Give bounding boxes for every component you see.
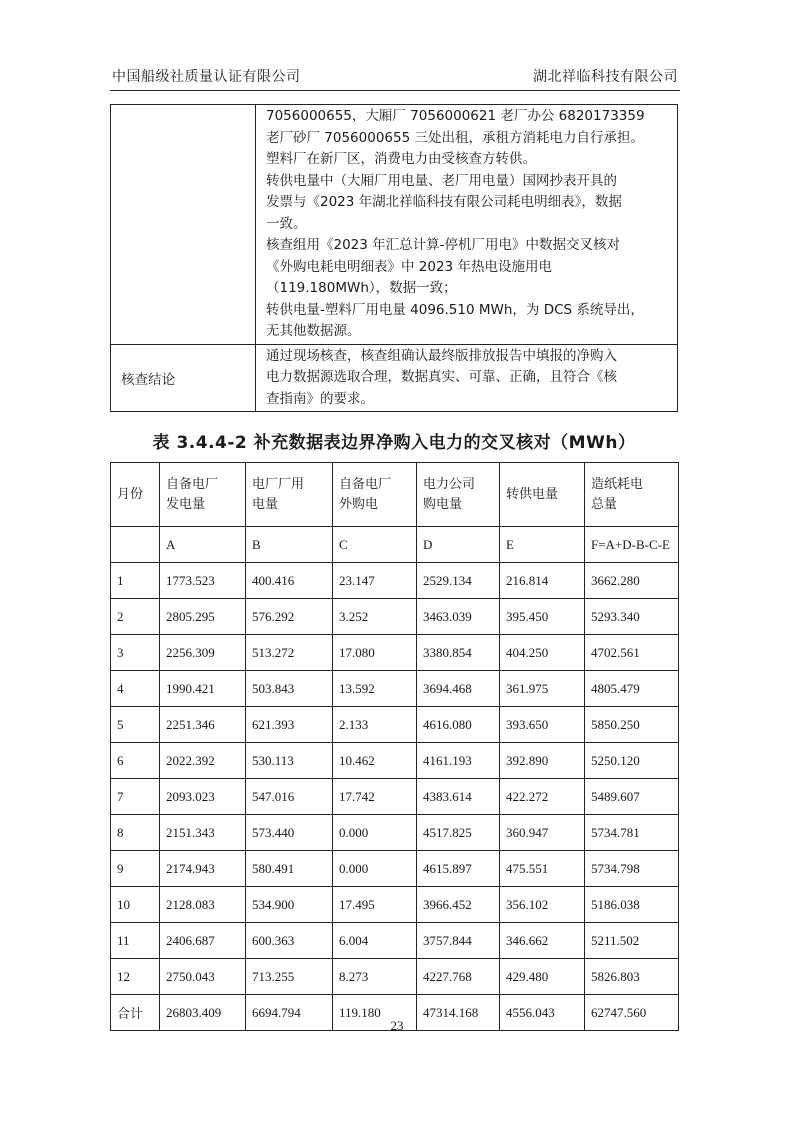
- value-cell: 547.016: [246, 779, 333, 815]
- value-cell: 3380.854: [417, 635, 500, 671]
- text-line: （119.180MWh），数据一致；: [266, 280, 457, 296]
- table-row: [111, 707, 679, 743]
- value-cell: 26803.409: [160, 995, 246, 1031]
- value-cell: 5826.803: [585, 959, 679, 995]
- value-cell: 2128.083: [160, 887, 246, 923]
- table-row: [111, 671, 679, 707]
- value-cell: 395.450: [500, 599, 585, 635]
- value-cell: 356.102: [500, 887, 585, 923]
- value-cell: 530.113: [246, 743, 333, 779]
- value-cell: 5211.502: [585, 923, 679, 959]
- value-cell: 1990.421: [160, 671, 246, 707]
- verification-empty-label: [111, 105, 256, 345]
- value-cell: 4161.193: [417, 743, 500, 779]
- value-cell: 2151.343: [160, 815, 246, 851]
- value-cell: 10.462: [333, 743, 417, 779]
- table-caption: 表 3.4.4-2 补充数据表边界净购入电力的交叉核对（MWh）: [152, 433, 636, 453]
- value-cell: 5734.798: [585, 851, 679, 887]
- month-cell: 11: [111, 923, 160, 959]
- conclusion-content: [256, 344, 678, 412]
- text-line: 核查组用《2023 年汇总计算-停机厂用电》中数据交叉核对: [266, 237, 621, 253]
- text-line: 无其他数据源。: [266, 323, 361, 339]
- column-code: C: [333, 527, 417, 563]
- month-cell: 1: [111, 563, 160, 599]
- value-cell: 17.495: [333, 887, 417, 923]
- value-cell: 2022.392: [160, 743, 246, 779]
- table-code-row: [111, 527, 679, 563]
- value-cell: 3662.280: [585, 563, 679, 599]
- month-cell: 4: [111, 671, 160, 707]
- column-header: [417, 463, 500, 527]
- column-header-line: 外购电: [339, 496, 379, 512]
- verification-continued-content: [256, 105, 678, 345]
- value-cell: 17.742: [333, 779, 417, 815]
- value-cell: 3694.468: [417, 671, 500, 707]
- page-header: [110, 66, 680, 91]
- value-cell: 2174.943: [160, 851, 246, 887]
- value-cell: 2750.043: [160, 959, 246, 995]
- column-header-line: 电力公司: [423, 476, 476, 492]
- month-cell: 9: [111, 851, 160, 887]
- value-cell: 2256.309: [160, 635, 246, 671]
- month-cell: 12: [111, 959, 160, 995]
- header-company-right: 湖北祥临科技有限公司: [533, 69, 678, 85]
- text-line: 查指南》的要求。: [266, 390, 374, 407]
- month-cell: 5: [111, 707, 160, 743]
- column-header: [333, 463, 417, 527]
- table-row: [111, 743, 679, 779]
- text-line: 发票与《2023 年湖北祥临科技有限公司耗电明细表》，数据: [266, 194, 622, 210]
- value-cell: 4702.561: [585, 635, 679, 671]
- value-cell: 5250.120: [585, 743, 679, 779]
- value-cell: 4615.897: [417, 851, 500, 887]
- table-row: [111, 887, 679, 923]
- verification-continued-row: [111, 105, 678, 345]
- text-line: 老厂砂厂 7056000655 三处出租，承租方消耗电力自行承担。: [266, 129, 644, 146]
- value-cell: 5489.607: [585, 779, 679, 815]
- verification-conclusion-row: [111, 344, 678, 412]
- verification-table: [110, 104, 678, 412]
- value-cell: 4227.768: [417, 959, 500, 995]
- column-code: [111, 527, 160, 563]
- value-cell: 2.133: [333, 707, 417, 743]
- value-cell: 576.292: [246, 599, 333, 635]
- value-cell: 5850.250: [585, 707, 679, 743]
- value-cell: 1773.523: [160, 563, 246, 599]
- column-header: [111, 463, 160, 527]
- value-cell: 580.491: [246, 851, 333, 887]
- value-cell: 119.180: [333, 995, 417, 1031]
- month-cell: 2: [111, 599, 160, 635]
- column-header-line: 发电量: [166, 496, 206, 512]
- value-cell: 4805.479: [585, 671, 679, 707]
- value-cell: 3463.039: [417, 599, 500, 635]
- value-cell: 346.662: [500, 923, 585, 959]
- column-header-line: 自备电厂: [339, 476, 392, 492]
- column-header-line: 月份: [117, 486, 144, 502]
- month-cell: 7: [111, 779, 160, 815]
- value-cell: 17.080: [333, 635, 417, 671]
- text-line: 一致。: [266, 215, 307, 232]
- value-cell: 534.900: [246, 887, 333, 923]
- column-header: [500, 463, 585, 527]
- column-header-line: 自备电厂: [166, 476, 219, 492]
- header-company-left: 中国船级社质量认证有限公司: [112, 69, 301, 85]
- value-cell: 5293.340: [585, 599, 679, 635]
- table-row: [111, 599, 679, 635]
- value-cell: 0.000: [333, 815, 417, 851]
- column-header-line: 转供电量: [506, 486, 559, 502]
- value-cell: 13.592: [333, 671, 417, 707]
- column-code: E: [500, 527, 585, 563]
- value-cell: 4383.614: [417, 779, 500, 815]
- value-cell: 2093.023: [160, 779, 246, 815]
- value-cell: 216.814: [500, 563, 585, 599]
- column-header-line: 电量: [252, 496, 279, 512]
- text-line: 转供电量-塑料厂用电量 4096.510 MWh，为 DCS 系统导出，: [266, 301, 644, 318]
- value-cell: 422.272: [500, 779, 585, 815]
- value-cell: 475.551: [500, 851, 585, 887]
- value-cell: 361.975: [500, 671, 585, 707]
- value-cell: 4517.825: [417, 815, 500, 851]
- conclusion-label: 核查结论: [111, 344, 256, 412]
- value-cell: 429.480: [500, 959, 585, 995]
- text-line: 7056000655，大厢厂 7056000621 老厂办公 6820173359: [266, 108, 645, 124]
- page-number: 23: [390, 1018, 404, 1033]
- value-cell: 2406.687: [160, 923, 246, 959]
- value-cell: 404.250: [500, 635, 585, 671]
- value-cell: 2529.134: [417, 563, 500, 599]
- text-line: 塑料厂在新厂区，消费电力由受核查方转供。: [266, 151, 536, 167]
- column-code: D: [417, 527, 500, 563]
- value-cell: 4556.043: [500, 995, 585, 1031]
- value-cell: 23.147: [333, 563, 417, 599]
- column-header-line: 电厂厂用: [252, 476, 305, 492]
- column-header-line: 造纸耗电: [591, 476, 644, 492]
- text-line: 电力数据源选取合理，数据真实、可靠、正确，且符合《核: [266, 369, 617, 385]
- table-header-row: [111, 463, 679, 527]
- table-row: [111, 635, 679, 671]
- value-cell: 360.947: [500, 815, 585, 851]
- table-row: [111, 959, 679, 995]
- table-row: [111, 851, 679, 887]
- text-line: 通过现场核查，核查组确认最终版排放报告中填报的净购入: [266, 347, 617, 364]
- table-row: [111, 923, 679, 959]
- value-cell: 62747.560: [585, 995, 679, 1031]
- value-cell: 4616.080: [417, 707, 500, 743]
- value-cell: 0.000: [333, 851, 417, 887]
- month-cell: 3: [111, 635, 160, 671]
- value-cell: 393.650: [500, 707, 585, 743]
- text-line: 转供电量中（大厢厂用电量、老厂用电量）国网抄表开具的: [266, 172, 617, 189]
- value-cell: 400.416: [246, 563, 333, 599]
- value-cell: 503.843: [246, 671, 333, 707]
- value-cell: 3.252: [333, 599, 417, 635]
- text-line: 《外购电耗电明细表》中 2023 年热电设施用电: [266, 258, 552, 275]
- data-table: [110, 462, 679, 1031]
- value-cell: 5734.781: [585, 815, 679, 851]
- table-row: [111, 563, 679, 599]
- month-cell: 8: [111, 815, 160, 851]
- month-cell: 合计: [111, 995, 160, 1031]
- value-cell: 3757.844: [417, 923, 500, 959]
- column-header-line: 总量: [591, 496, 618, 512]
- column-header: [246, 463, 333, 527]
- month-cell: 10: [111, 887, 160, 923]
- column-code: A: [160, 527, 246, 563]
- value-cell: 513.272: [246, 635, 333, 671]
- column-header-line: 购电量: [423, 496, 463, 512]
- value-cell: 2251.346: [160, 707, 246, 743]
- value-cell: 6694.794: [246, 995, 333, 1031]
- column-code: B: [246, 527, 333, 563]
- column-header: [585, 463, 679, 527]
- table-row: [111, 815, 679, 851]
- value-cell: 573.440: [246, 815, 333, 851]
- value-cell: 3966.452: [417, 887, 500, 923]
- value-cell: 713.255: [246, 959, 333, 995]
- value-cell: 5186.038: [585, 887, 679, 923]
- column-code: F=A+D-B-C-E: [585, 527, 679, 563]
- column-header: [160, 463, 246, 527]
- month-cell: 6: [111, 743, 160, 779]
- value-cell: 392.890: [500, 743, 585, 779]
- value-cell: 600.363: [246, 923, 333, 959]
- value-cell: 2805.295: [160, 599, 246, 635]
- value-cell: 6.004: [333, 923, 417, 959]
- value-cell: 8.273: [333, 959, 417, 995]
- table-row: [111, 779, 679, 815]
- value-cell: 621.393: [246, 707, 333, 743]
- value-cell: 47314.168: [417, 995, 500, 1031]
